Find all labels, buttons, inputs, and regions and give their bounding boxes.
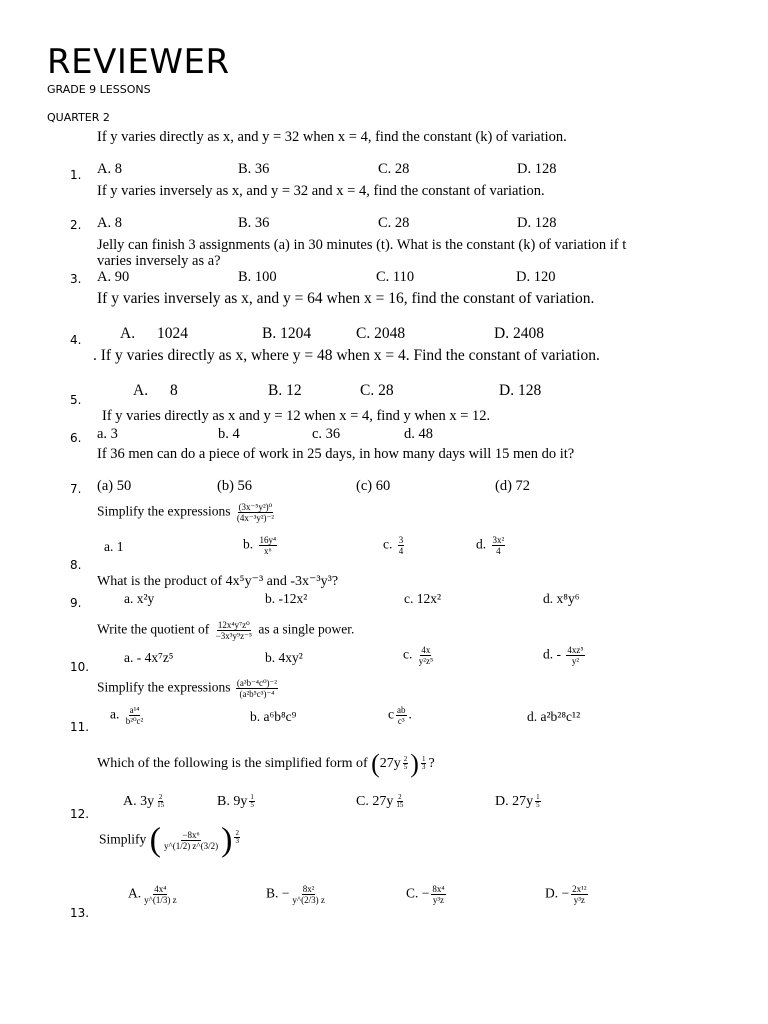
option-d: d. 48 bbox=[404, 426, 433, 442]
stem-text: Simplify the expressions bbox=[97, 503, 231, 519]
numerator: 3 bbox=[398, 535, 404, 545]
numerator: 2 bbox=[403, 755, 408, 763]
option-d bbox=[495, 794, 543, 810]
question-number: 1. bbox=[70, 168, 82, 182]
option-label: D. 27y bbox=[495, 794, 534, 809]
option-fraction bbox=[398, 535, 405, 556]
numerator: 8x⁴ bbox=[432, 884, 445, 894]
option-c: C. 2048 bbox=[356, 325, 406, 342]
option-exponent bbox=[535, 794, 541, 809]
option-fraction bbox=[143, 884, 177, 905]
option-label: C. 27y bbox=[356, 794, 394, 809]
expression-numerator: (a³b⁻⁴c⁰)⁻² bbox=[236, 678, 278, 688]
question-stem bbox=[97, 678, 280, 699]
expression-fraction bbox=[236, 678, 278, 699]
option-c bbox=[356, 794, 406, 810]
numerator: ab bbox=[397, 705, 406, 715]
denominator: y³z bbox=[432, 895, 445, 905]
question-number: 9. bbox=[70, 596, 82, 610]
open-paren: ( bbox=[149, 821, 161, 859]
base-expression: 27y bbox=[379, 756, 401, 772]
numerator: 1 bbox=[421, 755, 426, 763]
option-fraction bbox=[571, 884, 587, 905]
option-label: d. bbox=[476, 536, 487, 552]
denominator: 5 bbox=[403, 763, 408, 771]
option-fraction bbox=[291, 884, 325, 905]
option-b bbox=[243, 535, 279, 556]
question-stem bbox=[97, 749, 435, 778]
option-c bbox=[403, 645, 436, 666]
grade-label: GRADE 9 LESSONS bbox=[47, 83, 151, 96]
stem-text: Write the quotient of bbox=[97, 621, 210, 637]
numerator: 3x² bbox=[492, 535, 505, 545]
denominator: c³ bbox=[397, 716, 405, 726]
option-c bbox=[383, 535, 406, 556]
option-a: A. 8 bbox=[97, 161, 122, 177]
option-b: B. 12 bbox=[268, 382, 302, 399]
option-exponent bbox=[156, 794, 165, 809]
option-label: c. bbox=[383, 536, 393, 552]
option-b: b. 4 bbox=[218, 426, 240, 442]
outer-exponent bbox=[421, 756, 427, 771]
option-d: d. a²b²⁸c¹² bbox=[527, 709, 581, 724]
option-a: A. 90 bbox=[97, 269, 130, 285]
option-label: A. bbox=[128, 885, 142, 901]
denominator: 4 bbox=[496, 546, 501, 556]
option-label: a. bbox=[110, 706, 120, 722]
question-number: 11. bbox=[70, 720, 90, 734]
question-number: 6. bbox=[70, 431, 82, 445]
numerator: 4x⁴ bbox=[154, 884, 167, 894]
numerator: 2 bbox=[158, 793, 163, 801]
stem-tail: as a single power. bbox=[258, 621, 355, 637]
option-a: a. x²y bbox=[124, 591, 155, 606]
option-a: a. 1 bbox=[104, 539, 124, 554]
question-number: 13. bbox=[70, 906, 90, 920]
denominator: y³z bbox=[573, 895, 585, 905]
expression-numerator: −8x⁶ bbox=[182, 830, 200, 840]
option-c: c. 12x² bbox=[404, 591, 442, 606]
denominator: y^(1/3) z bbox=[144, 895, 177, 905]
question-stem: If 36 men can do a piece of work in 25 days, in how many days will 15 men do it? bbox=[97, 446, 575, 462]
option-d: D. 120 bbox=[516, 269, 556, 285]
close-paren: ) bbox=[221, 821, 233, 859]
option-b: b. -12x² bbox=[265, 591, 308, 606]
option-b: (b) 56 bbox=[217, 478, 253, 494]
question-number: 8. bbox=[70, 558, 82, 572]
option-fraction bbox=[396, 705, 407, 726]
question-number: 5. bbox=[70, 393, 82, 407]
denominator: 3 bbox=[421, 763, 426, 771]
option-d bbox=[476, 535, 507, 556]
option-a: A. 8 bbox=[133, 382, 178, 399]
denominator: 4 bbox=[398, 546, 404, 556]
option-b: b. a⁶b⁸c⁹ bbox=[250, 709, 297, 724]
question-stem: If y varies directly as x and y = 12 when x = 4, find y when x = 12. bbox=[102, 408, 491, 424]
option-d: D. 128 bbox=[517, 215, 557, 231]
option-a bbox=[123, 794, 167, 810]
option-label: C. − bbox=[406, 885, 430, 901]
expression-denominator: y^(1/2) z^(3/2) bbox=[163, 841, 219, 851]
option-label: B. − bbox=[266, 885, 290, 901]
question-stem bbox=[99, 821, 242, 859]
expression-numerator: (3x⁻⁵y²)⁰ bbox=[238, 502, 273, 512]
option-a bbox=[110, 705, 146, 726]
question-stem: . If y varies directly as x, where y = 48 when x = 4. Find the constant of variation. bbox=[93, 347, 600, 364]
option-a: A. 1024 bbox=[120, 325, 188, 342]
numerator: 2 bbox=[398, 793, 402, 801]
stem-text: Simplify the expressions bbox=[97, 679, 231, 695]
question-stem bbox=[97, 502, 277, 523]
denominator: 3 bbox=[235, 837, 239, 845]
option-label: c bbox=[388, 706, 394, 722]
expression-fraction bbox=[215, 620, 253, 641]
option-a: A. 8 bbox=[97, 215, 122, 231]
question-stem: If y varies inversely as x, and y = 64 when x = 16, find the constant of variation. bbox=[97, 290, 595, 307]
denominator: 15 bbox=[157, 801, 165, 809]
expression-denominator: (4x⁻³y²)⁻² bbox=[236, 513, 274, 523]
option-c: C. 28 bbox=[360, 382, 394, 399]
stem-text: Which of the following is the simplified form of bbox=[97, 756, 368, 772]
denominator: x⁶ bbox=[264, 546, 272, 556]
option-b bbox=[217, 794, 257, 810]
option-fraction bbox=[431, 884, 445, 905]
option-c bbox=[388, 705, 412, 726]
option-d: D. 128 bbox=[517, 161, 557, 177]
question-number: 2. bbox=[70, 218, 82, 232]
inner-exponent bbox=[403, 756, 409, 771]
option-label: A. 3y bbox=[123, 794, 155, 809]
option-c: c. 36 bbox=[312, 426, 341, 442]
question-stem: If y varies directly as x, and y = 32 when x = 4, find the constant (k) of variation. bbox=[97, 129, 567, 145]
option-tail: . bbox=[408, 706, 412, 722]
option-exponent bbox=[395, 794, 404, 809]
stem-tail: ? bbox=[428, 756, 435, 772]
option-a: a. - 4x⁷z⁵ bbox=[124, 650, 174, 665]
option-d: D. 2408 bbox=[494, 325, 544, 342]
question-number: 10. bbox=[70, 660, 90, 674]
expression-numerator: 12x⁴y⁷z⁰ bbox=[217, 620, 250, 630]
option-label: c. bbox=[403, 646, 413, 662]
option-d bbox=[545, 884, 590, 905]
open-paren: ( bbox=[371, 749, 380, 778]
denominator: y^(2/3) z bbox=[292, 895, 325, 905]
option-label: B. 9y bbox=[217, 794, 248, 809]
denominator: y² bbox=[571, 656, 580, 666]
close-paren: ) bbox=[410, 749, 419, 778]
option-fraction bbox=[418, 645, 434, 666]
option-a: a. 3 bbox=[97, 426, 118, 442]
expression-fraction bbox=[163, 830, 219, 851]
option-d bbox=[543, 645, 587, 666]
option-label: d. - bbox=[543, 646, 561, 662]
option-a: (a) 50 bbox=[97, 478, 132, 494]
option-d: (d) 72 bbox=[495, 478, 531, 494]
quarter-label: QUARTER 2 bbox=[47, 111, 110, 124]
option-c: C. 28 bbox=[378, 161, 410, 177]
option-fraction bbox=[125, 705, 145, 726]
numerator: 2 bbox=[235, 829, 239, 837]
numerator: 16y⁴ bbox=[259, 535, 277, 545]
option-b bbox=[266, 884, 328, 905]
question-stem: If y varies inversely as x, and y = 32 and x = 4, find the constant of variation. bbox=[97, 183, 545, 199]
option-d: d. x⁸y⁶ bbox=[543, 591, 580, 606]
stem-text: Simplify bbox=[99, 831, 147, 847]
denominator: 15 bbox=[396, 801, 404, 809]
denominator: 5 bbox=[536, 801, 540, 809]
denominator: b²⁰c² bbox=[125, 716, 144, 726]
expression-fraction bbox=[236, 502, 275, 523]
question-number: 3. bbox=[70, 272, 82, 286]
question-stem bbox=[97, 620, 354, 641]
option-exponent bbox=[249, 794, 255, 809]
numerator: 2x¹² bbox=[572, 884, 587, 894]
option-b: b. 4xy² bbox=[265, 650, 303, 665]
option-b: B. 1204 bbox=[262, 325, 312, 342]
option-c: (c) 60 bbox=[356, 478, 391, 494]
numerator: 4x bbox=[421, 645, 431, 655]
option-fraction bbox=[566, 645, 584, 666]
option-a bbox=[128, 884, 180, 905]
expression-denominator: −3x³y⁹z⁻⁵ bbox=[215, 631, 252, 641]
option-b: B. 36 bbox=[238, 215, 270, 231]
denominator: 5 bbox=[250, 801, 254, 809]
option-b: B. 100 bbox=[238, 269, 277, 285]
numerator: 1 bbox=[536, 793, 540, 801]
denominator: y²z⁵ bbox=[418, 656, 434, 666]
question-number: 4. bbox=[70, 333, 82, 347]
option-label: b. bbox=[243, 536, 254, 552]
question-stem: Jelly can finish 3 assignments (a) in 30 minutes (t). What is the constant (k) of variation if t varies inversely as a? bbox=[97, 237, 627, 269]
numerator: 8x² bbox=[302, 884, 315, 894]
option-d: D. 128 bbox=[499, 382, 542, 399]
numerator: 1 bbox=[250, 793, 254, 801]
outer-exponent bbox=[234, 830, 240, 845]
page-title: REVIEWER bbox=[47, 42, 230, 82]
option-c bbox=[406, 884, 448, 905]
question-number: 12. bbox=[70, 807, 90, 821]
expression-denominator: (a²b⁵c³)⁻⁴ bbox=[239, 689, 275, 699]
question-number: 7. bbox=[70, 482, 82, 496]
option-c: C. 28 bbox=[378, 215, 410, 231]
numerator: a¹⁴ bbox=[129, 705, 140, 715]
numerator: 4xz⁵ bbox=[567, 645, 584, 655]
question-stem: What is the product of 4x⁵y⁻³ and -3x⁻³y³? bbox=[97, 574, 339, 589]
option-fraction bbox=[492, 535, 506, 556]
option-c: C. 110 bbox=[376, 269, 415, 285]
option-b: B. 36 bbox=[238, 161, 270, 177]
option-fraction bbox=[259, 535, 278, 556]
option-label: D. − bbox=[545, 885, 570, 901]
